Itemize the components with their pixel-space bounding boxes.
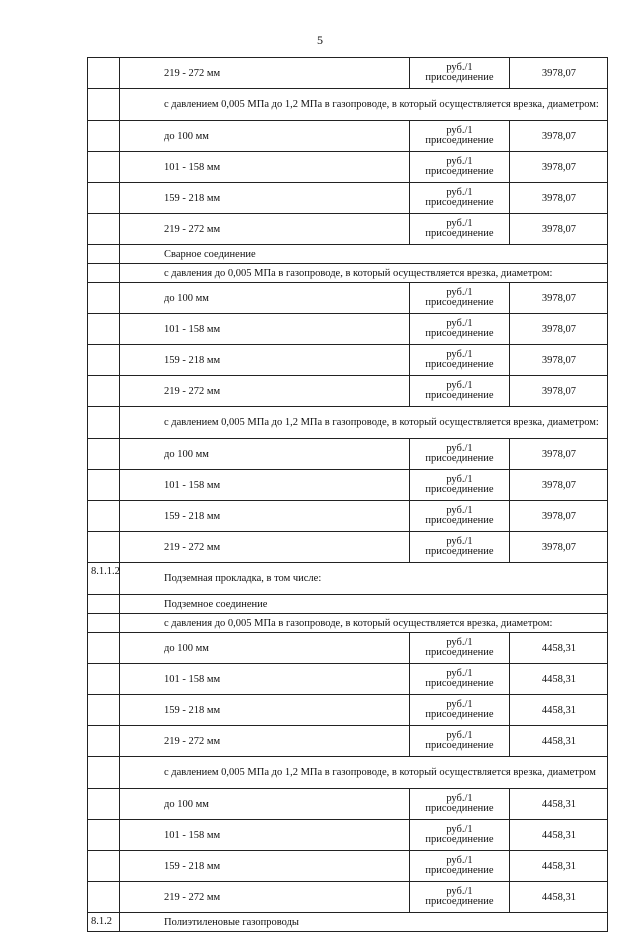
row-number [88, 695, 120, 726]
row-name: до 100 мм [120, 439, 410, 470]
table-row [88, 633, 608, 664]
table-section-row [88, 264, 608, 283]
row-name: 101 - 158 мм [120, 152, 410, 183]
row-unit: руб./1 присоединение [410, 314, 510, 345]
group-heading: Сварное соединение [120, 245, 608, 264]
row-number: 8.1.2 [88, 913, 120, 932]
row-number [88, 595, 120, 614]
table-row [88, 789, 608, 820]
table-row [88, 58, 608, 89]
row-unit: руб./1 присоединение [410, 470, 510, 501]
row-number [88, 851, 120, 882]
table-row [88, 183, 608, 214]
row-unit: руб./1 присоединение [410, 152, 510, 183]
row-price: 3978,07 [510, 314, 608, 345]
section-heading: с давлением 0,005 МПа до 1,2 МПа в газопроводе, в который осуществляется врезка, диаметром: [120, 89, 608, 121]
table-row [88, 532, 608, 563]
row-price: 4458,31 [510, 664, 608, 695]
row-name: 219 - 272 мм [120, 376, 410, 407]
row-unit: руб./1 присоединение [410, 283, 510, 314]
table-row [88, 695, 608, 726]
row-name: 101 - 158 мм [120, 314, 410, 345]
row-name: до 100 мм [120, 633, 410, 664]
row-unit: руб./1 присоединение [410, 183, 510, 214]
row-unit: руб./1 присоединение [410, 633, 510, 664]
table-row [88, 439, 608, 470]
row-price: 4458,31 [510, 882, 608, 913]
table-row [88, 470, 608, 501]
table-section-row [88, 614, 608, 633]
row-price: 3978,07 [510, 345, 608, 376]
row-price: 3978,07 [510, 470, 608, 501]
section-heading: с давлением 0,005 МПа до 1,2 МПа в газопроводе, в который осуществляется врезка, диаметром [120, 757, 608, 789]
row-name: до 100 мм [120, 121, 410, 152]
table-section-row [88, 757, 608, 789]
row-name: 101 - 158 мм [120, 820, 410, 851]
row-name: 219 - 272 мм [120, 532, 410, 563]
row-number [88, 407, 120, 439]
row-name: 101 - 158 мм [120, 470, 410, 501]
row-price: 4458,31 [510, 726, 608, 757]
tariff-table [87, 57, 608, 932]
row-unit: руб./1 присоединение [410, 501, 510, 532]
row-name: 159 - 218 мм [120, 501, 410, 532]
table-row [88, 121, 608, 152]
group-heading: с давления до 0,005 МПа в газопроводе, в который осуществляется врезка, диаметром: [120, 264, 608, 283]
row-number [88, 264, 120, 283]
table-row [88, 501, 608, 532]
row-number [88, 789, 120, 820]
row-price: 3978,07 [510, 532, 608, 563]
row-number [88, 820, 120, 851]
row-name: 159 - 218 мм [120, 345, 410, 376]
table-row [88, 726, 608, 757]
table-row [88, 376, 608, 407]
table-row [88, 283, 608, 314]
row-unit: руб./1 присоединение [410, 820, 510, 851]
row-number [88, 726, 120, 757]
row-price: 4458,31 [510, 633, 608, 664]
row-number [88, 214, 120, 245]
row-price: 4458,31 [510, 820, 608, 851]
row-number [88, 633, 120, 664]
row-price: 3978,07 [510, 283, 608, 314]
section-heading: с давлением 0,005 МПа до 1,2 МПа в газопроводе, в который осуществляется врезка, диаметром: [120, 407, 608, 439]
row-number [88, 882, 120, 913]
row-price: 3978,07 [510, 58, 608, 89]
row-name: 159 - 218 мм [120, 695, 410, 726]
row-number [88, 152, 120, 183]
tariff-table-container [87, 57, 607, 932]
page-number: 5 [317, 33, 323, 47]
row-price: 3978,07 [510, 376, 608, 407]
row-number [88, 183, 120, 214]
table-section-row [88, 563, 608, 595]
table-row [88, 664, 608, 695]
row-name: 159 - 218 мм [120, 851, 410, 882]
row-unit: руб./1 присоединение [410, 882, 510, 913]
row-price: 3978,07 [510, 183, 608, 214]
table-section-row [88, 913, 608, 932]
row-number [88, 58, 120, 89]
table-section-row [88, 407, 608, 439]
table-section-row [88, 89, 608, 121]
row-name: 219 - 272 мм [120, 882, 410, 913]
row-number [88, 283, 120, 314]
row-name: 159 - 218 мм [120, 183, 410, 214]
row-unit: руб./1 присоединение [410, 851, 510, 882]
row-number [88, 664, 120, 695]
table-row [88, 152, 608, 183]
table-row [88, 882, 608, 913]
row-price: 3978,07 [510, 214, 608, 245]
table-section-row [88, 595, 608, 614]
section-heading: Подземная прокладка, в том числе: [120, 563, 608, 595]
table-row [88, 345, 608, 376]
row-price: 3978,07 [510, 152, 608, 183]
table-section-row [88, 245, 608, 264]
table-row [88, 214, 608, 245]
row-unit: руб./1 присоединение [410, 58, 510, 89]
row-unit: руб./1 присоединение [410, 695, 510, 726]
row-unit: руб./1 присоединение [410, 439, 510, 470]
group-heading: с давления до 0,005 МПа в газопроводе, в который осуществляется врезка, диаметром: [120, 614, 608, 633]
group-heading: Подземное соединение [120, 595, 608, 614]
row-price: 3978,07 [510, 439, 608, 470]
row-number [88, 757, 120, 789]
row-number [88, 89, 120, 121]
row-number [88, 614, 120, 633]
tariff-table-body [88, 58, 608, 932]
row-unit: руб./1 присоединение [410, 664, 510, 695]
row-unit: руб./1 присоединение [410, 345, 510, 376]
row-price: 4458,31 [510, 851, 608, 882]
row-price: 3978,07 [510, 501, 608, 532]
row-name: 219 - 272 мм [120, 214, 410, 245]
row-name: до 100 мм [120, 283, 410, 314]
row-name: 219 - 272 мм [120, 726, 410, 757]
row-number [88, 532, 120, 563]
table-row [88, 820, 608, 851]
row-unit: руб./1 присоединение [410, 532, 510, 563]
table-row [88, 851, 608, 882]
table-row [88, 314, 608, 345]
row-number [88, 314, 120, 345]
row-number [88, 376, 120, 407]
row-number [88, 470, 120, 501]
group-heading: Полиэтиленовые газопроводы [120, 913, 608, 932]
row-unit: руб./1 присоединение [410, 726, 510, 757]
row-name: до 100 мм [120, 789, 410, 820]
row-number: 8.1.1.2 [88, 563, 120, 595]
row-price: 3978,07 [510, 121, 608, 152]
row-name: 219 - 272 мм [120, 58, 410, 89]
row-name: 101 - 158 мм [120, 664, 410, 695]
row-number [88, 501, 120, 532]
row-number [88, 439, 120, 470]
row-unit: руб./1 присоединение [410, 214, 510, 245]
row-number [88, 245, 120, 264]
row-unit: руб./1 присоединение [410, 789, 510, 820]
row-number [88, 345, 120, 376]
row-unit: руб./1 присоединение [410, 376, 510, 407]
row-price: 4458,31 [510, 789, 608, 820]
row-price: 4458,31 [510, 695, 608, 726]
row-unit: руб./1 присоединение [410, 121, 510, 152]
row-number [88, 121, 120, 152]
